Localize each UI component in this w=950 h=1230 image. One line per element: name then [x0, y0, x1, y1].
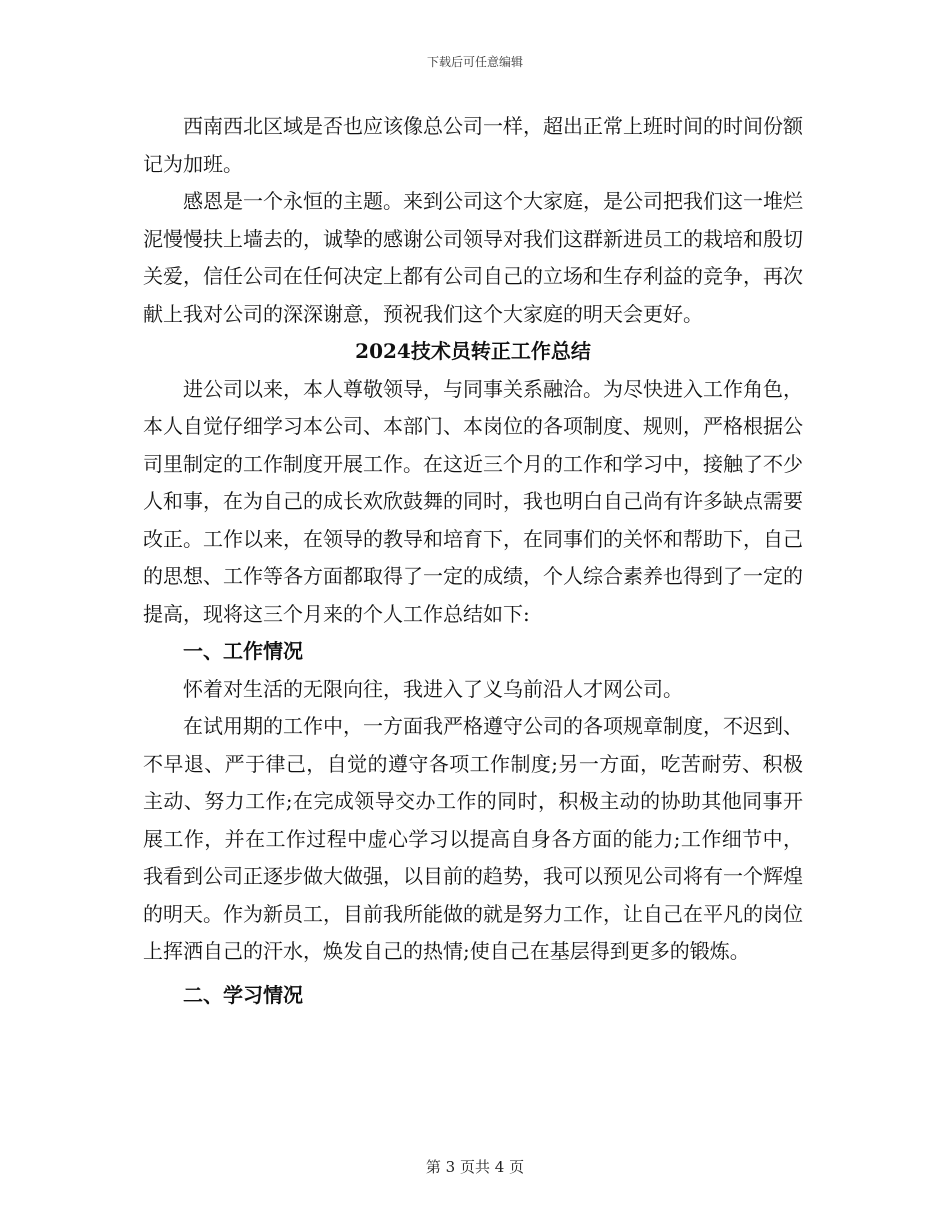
paragraph-continuation: 西南西北区域是否也应该像总公司一样，超出正常上班时间的时间份额记为加班。 [143, 114, 803, 176]
page-header: 下载后可任意编辑 [426, 55, 523, 69]
section-heading-study: 二、学习情况 [183, 982, 303, 1007]
page-footer: 第 3 页共 4 页 [425, 1158, 525, 1176]
paragraph-work-1: 怀着对生活的无限向往，我进入了义乌前沿人才网公司。 [183, 676, 683, 701]
document-title: 2024技术员转正工作总结 [355, 339, 591, 363]
document-body [143, 108, 803, 1014]
paragraph-intro: 进公司以来，本人尊敬领导，与同事关系融洽。为尽快进入工作角色，本人自觉仔细学习本公司、本部门、本岗位的各项制度、规则，严格根据公司里制定的工作制度开展工作。在这近三个月的工作和学习中，接触了不少人和事，在为自己的成长欢欣鼓舞的同时，我也明白自己尚有许多缺点需要改正。工作以来，在领导的教导和培育下，在同事们的关怀和帮助下，自己的思想、工作等各方面都取得了一定的成绩，个人综合素养也得到了一定的提高，现将这三个月来的个人工作总结如下: [143, 376, 803, 626]
paragraph-gratitude: 感恩是一个永恒的主题。来到公司这个大家庭，是公司把我们这一堆烂泥慢慢扶上墙去的，诚挚的感谢公司领导对我们这群新进员工的栽培和殷切关爱，信任公司在任何决定上都有公司自己的立场和生存利益的竞争，再次献上我对公司的深深谢意，预祝我们这个大家庭的明天会更好。 [143, 189, 803, 326]
paragraph-work-2: 在试用期的工作中，一方面我严格遵守公司的各项规章制度，不迟到、不早退、严于律己，自觉的遵守各项工作制度;另一方面，吃苦耐劳、积极主动、努力工作;在完成领导交办工作的同时，积极主动的协助其他同事开展工作，并在工作过程中虚心学习以提高自身各方面的能力;工作细节中，我看到公司正逐步做大做强，以目前的趋势，我可以预见公司将有一个辉煌的明天。作为新员工，目前我所能做的就是努力工作，让自己在平凡的岗位上挥洒自己的汗水，焕发自己的热情;使自己在基层得到更多的锻炼。 [143, 714, 803, 963]
section-heading-work: 一、工作情况 [183, 639, 303, 663]
